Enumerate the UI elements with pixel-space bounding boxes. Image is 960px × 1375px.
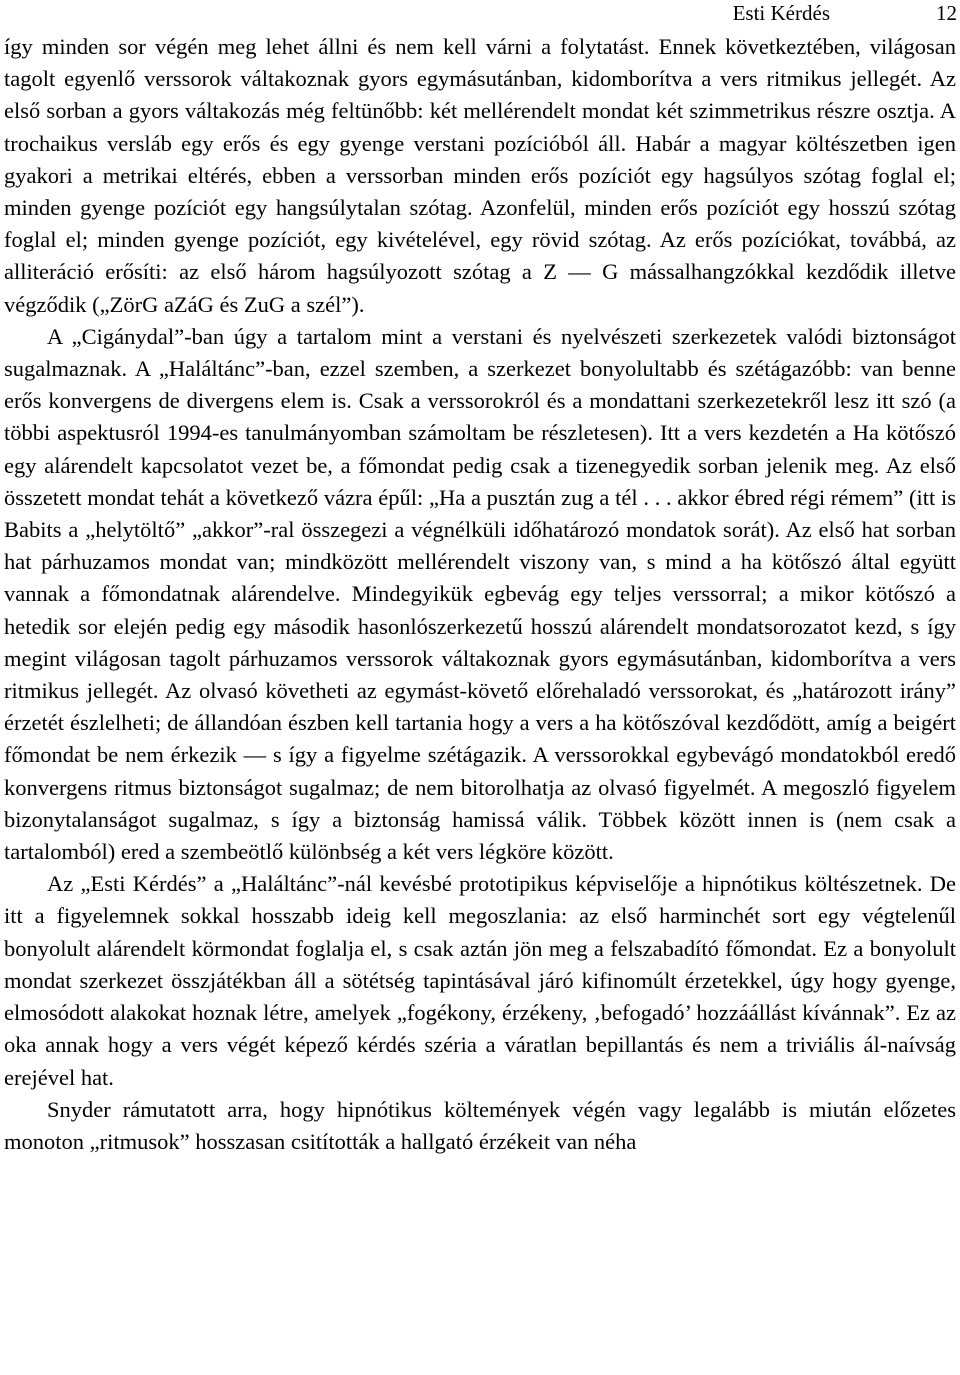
paragraph: így minden sor végén meg lehet állni és nem kell várni a folytatást. Ennek következtében, világosan tagolt egyenlő verssorok váltakoznak gyors egymásutánban, kidomborítva a vers ritmikus jellegét. Az első sorban a gyors váltakozás még feltünőbb: két mellérendelt mondat két szimmetrikus részre osztja. A trochaikus versláb egy erős és egy gyenge verstani pozícióból áll. Habár a magyar költészetben igen gyakori a metrikai eltérés, ebben a verssorban minden erős pozíciót egy hagsúlyos szótag foglal el; minden gyenge pozíciót egy hangsúlytalan szótag. Azonfelül, minden erős pozíciót egy hosszú szótag foglal el; minden gyenge pozíciót, egy kivételével, egy rövid szótag. Az erős pozíciókat, továbbá, az alliteráció erősíti: az első három hagsúlyozott szótag a Z — G mássalhangzókkal kezdődik illetve végződik („ZörG aZáG és ZuG a szél”). <box>4 34 956 317</box>
body-text <box>4 31 956 1158</box>
running-title: Esti Kérdés <box>732 1 830 25</box>
paragraph: Az „Esti Kérdés” a „Haláltánc”-nál kevésbé prototipikus képviselője a hipnótikus költészetnek. De itt a figyelemnek sokkal hosszabb ideig kell megoszlania: az első harminchét sort egy végtelenűl bonyolult alárendelt körmondat foglalja el, s csak aztán jön meg a felszabadító főmondat. Ez a bonyolult mondat szerkezet összjátékban áll a sötétség tapintásával járó kifinomúlt érzetekkel, úgy hogy gyenge, elmosódott alakokat hoznak létre, amelyek „fogékony, érzékeny, ‚befogadó’ hozzáállást kívánnak”. Ez az oka annak hogy a vers végét képező kérdés széria a váratlan bepillantás és nem a triviális ál-naívság erejével hat. <box>4 871 956 1090</box>
paragraph: Snyder rámutatott arra, hogy hipnótikus költemények végén vagy legalább is miután előzetes monoton „ritmusok” hosszasan csitították a hallgató érzékeit van néha <box>4 1096 956 1154</box>
paragraph: A „Cigánydal”-ban úgy a tartalom mint a verstani és nyelvészeti szerkezetek valódi biztonságot sugalmaznak. A „Haláltánc”-ban, ezzel szemben, a szerkezet bonyolultabb és szétágazóbb: van benne erős konvergens de divergens elem is. Csak a verssorokról és a mondattani szerkezetekről lesz itt szó (a többi aspektusról 1994-es tanulmányomban számoltam be részletesen). Itt a vers kezdetén a Ha kötőszó egy alárendelt kapcsolatot vezet be, a főmondat pedig csak a tizenegyedik sorban jelenik meg. Az első összetett mondat tehát a következő vázra épűl: „Ha a pusztán zug a tél . . . akkor ébred régi rémem” (itt is Babits a „helytöltő” „akkor”-ral összegezi a végnélküli időhatározó mondatok sorát). Az első hat sorban hat párhuzamos mondat van; mindközött mellérendelt viszony van, s mind a ha kötőszó által együtt vannak a főmondatnak alárendelve. Mindegyikük egbevág egy teljes verssorral; a mikor kötőszó a hetedik sor elején pedig egy második hasonlószerkezetű hosszú alárendelt mondatsorozatot kezd, s így megint világosan tagolt párhuzamos verssorok váltakoznak gyors egymásutánban, kidomborítva a vers ritmikus jellegét. Az olvasó követheti az egymást-követő előrehaladó verssorokat, és „határozott irány” érzetét észlelheti; de állandóan észben kell tartania hogy a vers a ha kötőszóval kezdődött, amíg a beigért főmondat be nem érkezik — s így a figyelme szétágazik. A verssorokkal egybevágó mondatokból eredő konvergens ritmus biztonságot sugalmaz; de nem bitorolhatja az olvasó figyelmét. A megoszló figyelem bizonytalanságot sugalmaz, s így a biztonság hamissá válik. Többek között innen is (nem csak a tartalomból) ered a szembeötlő különbség a két vers légköre között. <box>4 323 956 865</box>
page-number: 12 <box>936 1 957 25</box>
page-header <box>0 0 960 30</box>
